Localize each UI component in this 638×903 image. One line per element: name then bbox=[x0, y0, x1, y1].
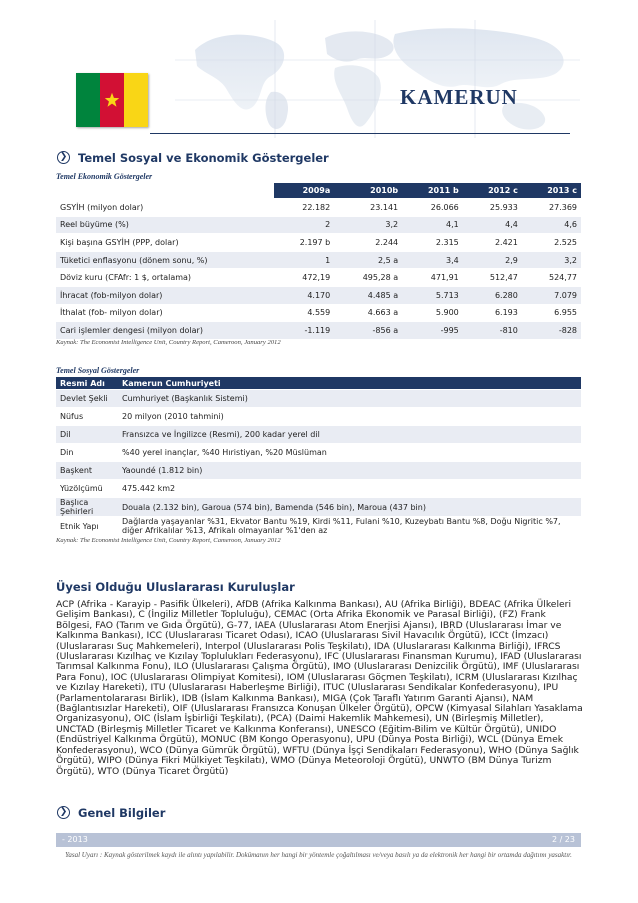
econ-header-blank bbox=[56, 183, 274, 199]
footer-bar bbox=[56, 833, 581, 847]
social-row-value: Cumhuriyet (Başkanlık Sistemi) bbox=[118, 390, 581, 408]
econ-cell: 495,28 a bbox=[334, 269, 402, 287]
econ-cell: -856 a bbox=[334, 322, 402, 340]
social-indicators-table bbox=[56, 377, 581, 536]
econ-cell: 471,91 bbox=[402, 269, 463, 287]
footer-left-text: - 2013 bbox=[62, 835, 88, 844]
econ-year: 2012 c bbox=[463, 183, 522, 199]
econ-cell: 4.559 bbox=[274, 304, 334, 322]
econ-row-label: Kişi başına GSYİH (PPP, dolar) bbox=[56, 234, 274, 252]
econ-cell: 2.421 bbox=[463, 234, 522, 252]
econ-year: 2011 b bbox=[402, 183, 463, 199]
econ-cell: 6.193 bbox=[463, 304, 522, 322]
econ-cell: 5.900 bbox=[402, 304, 463, 322]
header-divider bbox=[150, 133, 570, 134]
social-header-value: Kamerun Cumhuriyeti bbox=[118, 377, 581, 390]
econ-row bbox=[56, 304, 581, 322]
econ-cell: 3,2 bbox=[522, 251, 581, 269]
flag-star-icon bbox=[104, 92, 120, 108]
econ-cell: 2.244 bbox=[334, 234, 402, 252]
econ-indicators-subtitle: Temel Ekonomik Göstergeler bbox=[56, 172, 153, 181]
social-row-key: Devlet Şekli bbox=[56, 390, 118, 408]
social-header-row bbox=[56, 377, 581, 390]
flag-yellow-band bbox=[124, 73, 148, 127]
econ-cell: 524,77 bbox=[522, 269, 581, 287]
econ-cell: -1.119 bbox=[274, 322, 334, 340]
social-row-value: Yaoundé (1.812 bin) bbox=[118, 462, 581, 480]
econ-cell: 2.197 b bbox=[274, 234, 334, 252]
social-row-value: %40 yerel inançlar, %40 Hıristiyan, %20 Müslüman bbox=[118, 444, 581, 462]
econ-source-note: Kaynak: The Economist Intelligence Unit, Country Report, Cameroon, January 2012 bbox=[56, 339, 281, 346]
econ-cell: 5.713 bbox=[402, 286, 463, 304]
econ-cell: 3,4 bbox=[402, 251, 463, 269]
econ-cell: 2 bbox=[274, 216, 334, 234]
econ-cell: 6.955 bbox=[522, 304, 581, 322]
econ-row-label: GSYİH (milyon dolar) bbox=[56, 199, 274, 217]
social-row-value: 475.442 km2 bbox=[118, 480, 581, 498]
econ-row bbox=[56, 251, 581, 269]
econ-cell: 4,6 bbox=[522, 216, 581, 234]
econ-cell: 25.933 bbox=[463, 199, 522, 217]
econ-cell: 2.525 bbox=[522, 234, 581, 252]
econ-year: 2009a bbox=[274, 183, 334, 199]
econ-cell: 27.369 bbox=[522, 199, 581, 217]
social-row-key: Nüfus bbox=[56, 408, 118, 426]
page-number: 2 / 23 bbox=[551, 835, 575, 844]
econ-cell: 26.066 bbox=[402, 199, 463, 217]
econ-cell: 4.170 bbox=[274, 286, 334, 304]
world-map-graphic bbox=[175, 20, 580, 138]
econ-row bbox=[56, 269, 581, 287]
econ-cell: 4,1 bbox=[402, 216, 463, 234]
econ-row-label: Tüketici enflasyonu (dönem sonu, %) bbox=[56, 251, 274, 269]
econ-row-label: İhracat (fob-milyon dolar) bbox=[56, 286, 274, 304]
econ-cell: 512,47 bbox=[463, 269, 522, 287]
social-row-value: Fransızca ve İngilizce (Resmi), 200 kadar yerel dil bbox=[118, 426, 581, 444]
econ-cell: 1 bbox=[274, 251, 334, 269]
orgs-body-text: ACP (Afrika - Karayip - Pasifik Ülkeleri), AfDB (Afrika Kalkınma Bankası), AU (Afrika Birliği), BDEAC (Afrika Ülkeleri Gelişim Bankası), C (İngiliz Milletler Topluluğu), CEMAC (Orta Afrika Ekonomik ve Parasal Birliği), (FZ) Frank Bölgesi, FAO (Tarım ve Gıda Örgütü), G-77, IAEA (Uluslararası Atom Enerjisi Ajansı), IBRD (Uluslararası İmar ve Kalkınma Bankası), ICC (Uluslararası Ticaret Odası), ICAO (Uluslararası Sivil Havacılık Örgütü), ICCt (İmzacı) (Uluslararası Suç Mahkemeleri), Interpol (Uluslararası Polis Teşkilatı), IDA (Uluslararası Kalkınma Birliği), IFRCS (Uluslararası Kızılhaç ve Kızılay Toplulukları Federasyonu), IFC (Uluslararası Finansman Kurumu), IFAD (Uluslararası Tarımsal Kalkınma Fonu), ILO (Uluslararası Çalışma Örgütü), IMO (Uluslararası Denizcilik Örgütü), IMF (Uluslararası Para Fonu), IOC (Uluslararası Olimpiyat Komitesi), IOM (Uluslararası Göçmen Teşkilatı), ICRM (Uluslararası Kızılhaç ve Kızılay Hareketi), ITU (Uluslararası Haberleşme Birliği), ITUC (Uluslararası Sendikalar Konfederasyonu), IPU (Parlamentolararası Birlik), IDB (İslam Kalkınma Bankası), MIGA (Çok Taraflı Yatırım Garanti Ajansı), NAM (Bağlantısızlar Hareketi), OIF (Uluslararası Fransızca Konuşan Ülkeler Örgütü), OPCW (Kimyasal Silahları Yasaklama Organizasyonu), OIC (İslam İşbirliği Teşkilatı), (PCA) (Daimi Hakemlik Mahkemesi), UN (Birleşmiş Milletler), UNCTAD (Birleşmiş Milletler Ticaret ve Kalkınma Konferansı), UNESCO (Eğitim-Bilim ve Kültür Örgütü), UNIDO (Endüstriyel Kalkınma Örgütü), MONUC (BM Kongo Operasyonu), UPU (Dünya Posta Birliği), WCL (Dünya Emek Konfederasyonu), WCO (Dünya Gümrük Örgütü), WFTU (Dünya İşçi Sendikaları Federasyonu), WHO (Dünya Sağlık Örgütü), WIPO (Dünya Fikri Mülkiyet Teşkilatı), WMO (Dünya Meteoroloji Örgütü), UNWTO (BM Dünya Turizm Örgütü), WTO (Dünya Ticaret Örgütü) bbox=[56, 599, 583, 777]
social-row-value: 20 milyon (2010 tahmini) bbox=[118, 408, 581, 426]
econ-row bbox=[56, 199, 581, 217]
social-row-key: Başkent bbox=[56, 462, 118, 480]
econ-cell: -995 bbox=[402, 322, 463, 340]
section-title-indicators: Temel Sosyal ve Ekonomik Göstergeler bbox=[78, 151, 329, 165]
econ-row-label: İthalat (fob- milyon dolar) bbox=[56, 304, 274, 322]
social-row bbox=[56, 517, 581, 536]
econ-row-label: Döviz kuru (CFAfr: 1 $, ortalama) bbox=[56, 269, 274, 287]
social-indicators-subtitle: Temel Sosyal Göstergeler bbox=[56, 366, 140, 375]
econ-indicators-table bbox=[56, 183, 581, 340]
social-row-key: Yüzölçümü bbox=[56, 480, 118, 498]
social-row-key: Etnik Yapı bbox=[56, 517, 118, 536]
econ-row bbox=[56, 286, 581, 304]
social-row-key: Dil bbox=[56, 426, 118, 444]
econ-year: 2013 c bbox=[522, 183, 581, 199]
econ-cell: -828 bbox=[522, 322, 581, 340]
section-title-general: Genel Bilgiler bbox=[78, 806, 166, 820]
cameroon-flag bbox=[76, 73, 148, 127]
flag-green-band bbox=[76, 73, 100, 127]
econ-cell: 2,5 a bbox=[334, 251, 402, 269]
econ-header-row bbox=[56, 183, 581, 199]
social-source-note: Kaynak: The Economist Intelligence Unit, Country Report, Cameroon, January 2012 bbox=[56, 537, 281, 544]
social-row bbox=[56, 426, 581, 444]
econ-cell: 4.485 a bbox=[334, 286, 402, 304]
econ-cell: 4,4 bbox=[463, 216, 522, 234]
social-row-key: Başlıca Şehirleri bbox=[56, 498, 118, 517]
econ-row bbox=[56, 322, 581, 340]
social-row-value: Douala (2.132 bin), Garoua (574 bin), Bamenda (546 bin), Maroua (437 bin) bbox=[118, 498, 581, 517]
social-row bbox=[56, 444, 581, 462]
econ-row-label: Cari işlemler dengesi (milyon dolar) bbox=[56, 322, 274, 340]
orgs-title: Üyesi Olduğu Uluslararası Kuruluşlar bbox=[56, 580, 295, 594]
social-row bbox=[56, 408, 581, 426]
econ-row-label: Reel büyüme (%) bbox=[56, 216, 274, 234]
section-arrow-icon: ❯ bbox=[57, 806, 70, 819]
econ-cell: 7.079 bbox=[522, 286, 581, 304]
social-row-key: Din bbox=[56, 444, 118, 462]
econ-cell: -810 bbox=[463, 322, 522, 340]
social-row bbox=[56, 390, 581, 408]
econ-cell: 2.315 bbox=[402, 234, 463, 252]
econ-cell: 23.141 bbox=[334, 199, 402, 217]
social-row-value: Dağlarda yaşayanlar %31, Ekvator Bantu %19, Kirdi %11, Fulani %10, Kuzeybatı Bantu %8, Doğu Nigritic %7, diğer Afrikalılar %13, Afrikalı olmayanlar %1'den az bbox=[118, 517, 581, 536]
social-row bbox=[56, 498, 581, 517]
legal-disclaimer: Yasal Uyarı : Kaynak gösterilmek kaydı ile alıntı yapılabilir. Dokümanın her hangi bir yöntemle çoğaltılması ve/veya basılı ya da elektronik her hangi bir ortamda dağıtımı yasaktır. bbox=[65, 851, 572, 859]
social-row bbox=[56, 462, 581, 480]
social-row bbox=[56, 480, 581, 498]
econ-cell: 2,9 bbox=[463, 251, 522, 269]
econ-row bbox=[56, 234, 581, 252]
econ-cell: 472,19 bbox=[274, 269, 334, 287]
country-title: KAMERUN bbox=[400, 85, 518, 109]
econ-row bbox=[56, 216, 581, 234]
econ-cell: 6.280 bbox=[463, 286, 522, 304]
econ-year: 2010b bbox=[334, 183, 402, 199]
econ-cell: 3,2 bbox=[334, 216, 402, 234]
section-arrow-icon: ❯ bbox=[57, 151, 70, 164]
social-header-key: Resmi Adı bbox=[56, 377, 118, 390]
econ-cell: 22.182 bbox=[274, 199, 334, 217]
econ-cell: 4.663 a bbox=[334, 304, 402, 322]
